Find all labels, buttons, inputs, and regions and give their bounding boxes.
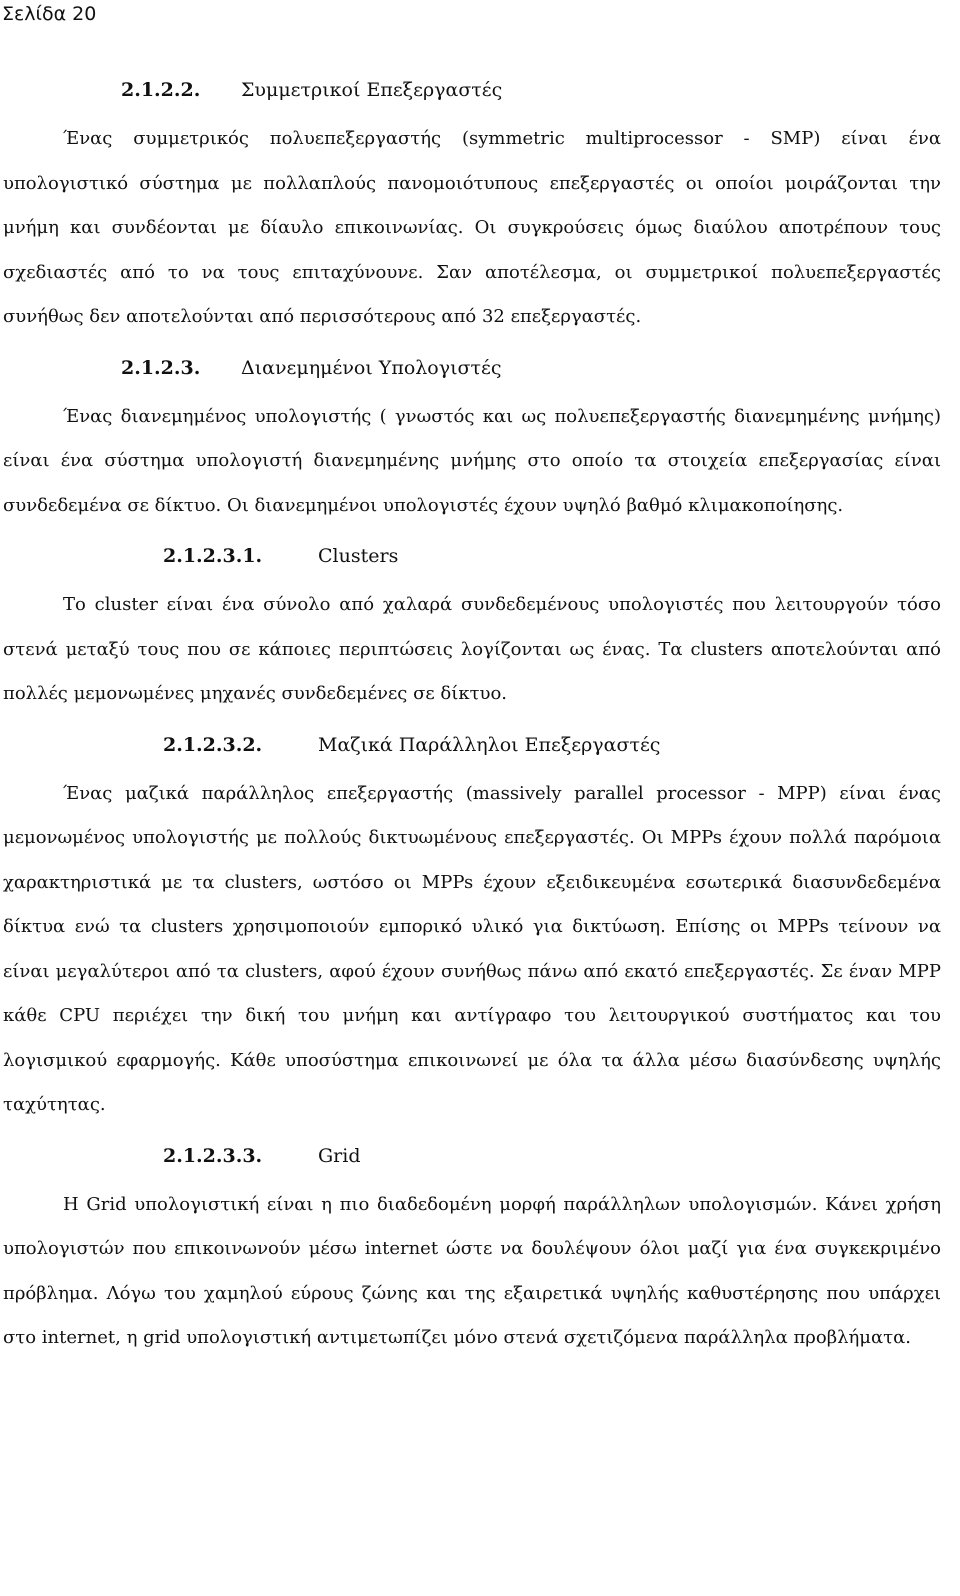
section-number: 2.1.2.3.2. bbox=[163, 733, 263, 756]
section-heading-grid bbox=[3, 1138, 941, 1174]
section-heading-mpp bbox=[3, 727, 941, 763]
section-paragraph-distributed: Ένας διανεμημένος υπολογιστής ( γνωστός και ως πολυεπεξεργαστής διανεμημένης μνήμης) είναι ένα σύστημα υπολογιστή διανεμημένης μνήμης στο οποίο τα στοιχεία επεξεργασίας είναι συνδεδεμένα σε δίκτυο. Οι διανεμημένοι υπολογιστές έχουν υψηλό βαθμό κλιμακοποίησης. bbox=[3, 405, 941, 516]
section-title: Μαζικά Παράλληλοι Επεξεργαστές bbox=[318, 733, 661, 756]
section-paragraph-clusters: Το cluster είναι ένα σύνολο από χαλαρά συνδεδεμένους υπολογιστές που λειτουργούν τόσο στενά μεταξύ τους που σε κάποιες περιπτώσεις λογίζονται ως ένας. Τα clusters αποτελούνται από πολλές μεμονωμένες μηχανές συνδεδεμένες σε δίκτυο. bbox=[3, 594, 941, 704]
section-paragraph-mpp: Ένας μαζικά παράλληλος επεξεργαστής (massively parallel processor - MPP) είναι ένας μεμονωμένος υπολογιστής με πολλούς δικτυωμένους επεξεργαστές. Οι MPPs έχουν πολλά παρόμοια χαρακτηριστικά με τα clusters, ωστόσο οι MPPs έχουν εξειδικευμένα εσωτερικά διασυνδεδεμένα δίκτυα ενώ τα clusters χρησιμοποιούν εμπορικό υλικό για δικτύωση. Επίσης οι MPPs τείνουν να είναι μεγαλύτεροι από τα clusters, αφού έχουν συνήθως πάνω από εκατό επεξεργαστές. Σε έναν MPP κάθε CPU περιέχει την δική του μνήμη και αντίγραφο του λειτουργικού συστήματος και του λογισμικού εφαρμογής. Κάθε υποσύστημα επικοινωνεί με όλα τα άλλα μέσω διασύνδεσης υψηλής ταχύτητας. bbox=[3, 782, 941, 1115]
section-paragraph-smp: Ένας συμμετρικός πολυεπεξεργαστής (symmetric multiprocessor - SMP) είναι ένα υπολογιστικό σύστημα με πολλαπλούς πανομοιότυπους επεξεργαστές οι οποίοι μοιράζονται την μνήμη και συνδέονται με δίαυλο επικοινωνίας. Οι συγκρούσεις όμως διαύλου αποτρέπουν τους σχεδιαστές από το να τους επιταχύνουνε. Σαν αποτέλεσμα, οι συμμετρικοί πολυεπεξεργαστές συνήθως δεν αποτελούνται από περισσότερους από 32 επεξεργαστές. bbox=[3, 128, 941, 327]
section-title: Clusters bbox=[318, 545, 399, 567]
section-title: Συμμετρικοί Επεξεργαστές bbox=[241, 79, 503, 101]
section-number: 2.1.2.2. bbox=[121, 79, 201, 101]
section-heading-clusters bbox=[3, 538, 941, 574]
section-title: Grid bbox=[318, 1144, 361, 1167]
page-number-label: Σελίδα 20 bbox=[2, 3, 97, 25]
section-number: 2.1.2.3.1. bbox=[163, 545, 263, 567]
document-body bbox=[3, 72, 941, 1369]
section-number: 2.1.2.3.3. bbox=[163, 1144, 263, 1167]
section-title: Διανεμημένοι Υπολογιστές bbox=[241, 356, 502, 379]
section-paragraph-grid: Η Grid υπολογιστική είναι η πιο διαδεδομένη μορφή παράλληλων υπολογισμών. Κάνει χρήση υπολογιστών που επικοινωνούν μέσω internet ώστε να δουλέψουν όλοι μαζί για ένα συγκεκριμένο πρόβλημα. Λόγω του χαμηλού εύρους ζώνης και της εξαιρετικά υψηλής καθυστέρησης που υπάρχει στο internet, η grid υπολογιστική αντιμετωπίζει μόνο στενά σχετιζόμενα παράλληλα προβλήματα. bbox=[3, 1193, 941, 1348]
section-heading-distributed bbox=[3, 350, 941, 386]
section-number: 2.1.2.3. bbox=[121, 356, 201, 379]
section-heading-smp bbox=[3, 72, 941, 108]
